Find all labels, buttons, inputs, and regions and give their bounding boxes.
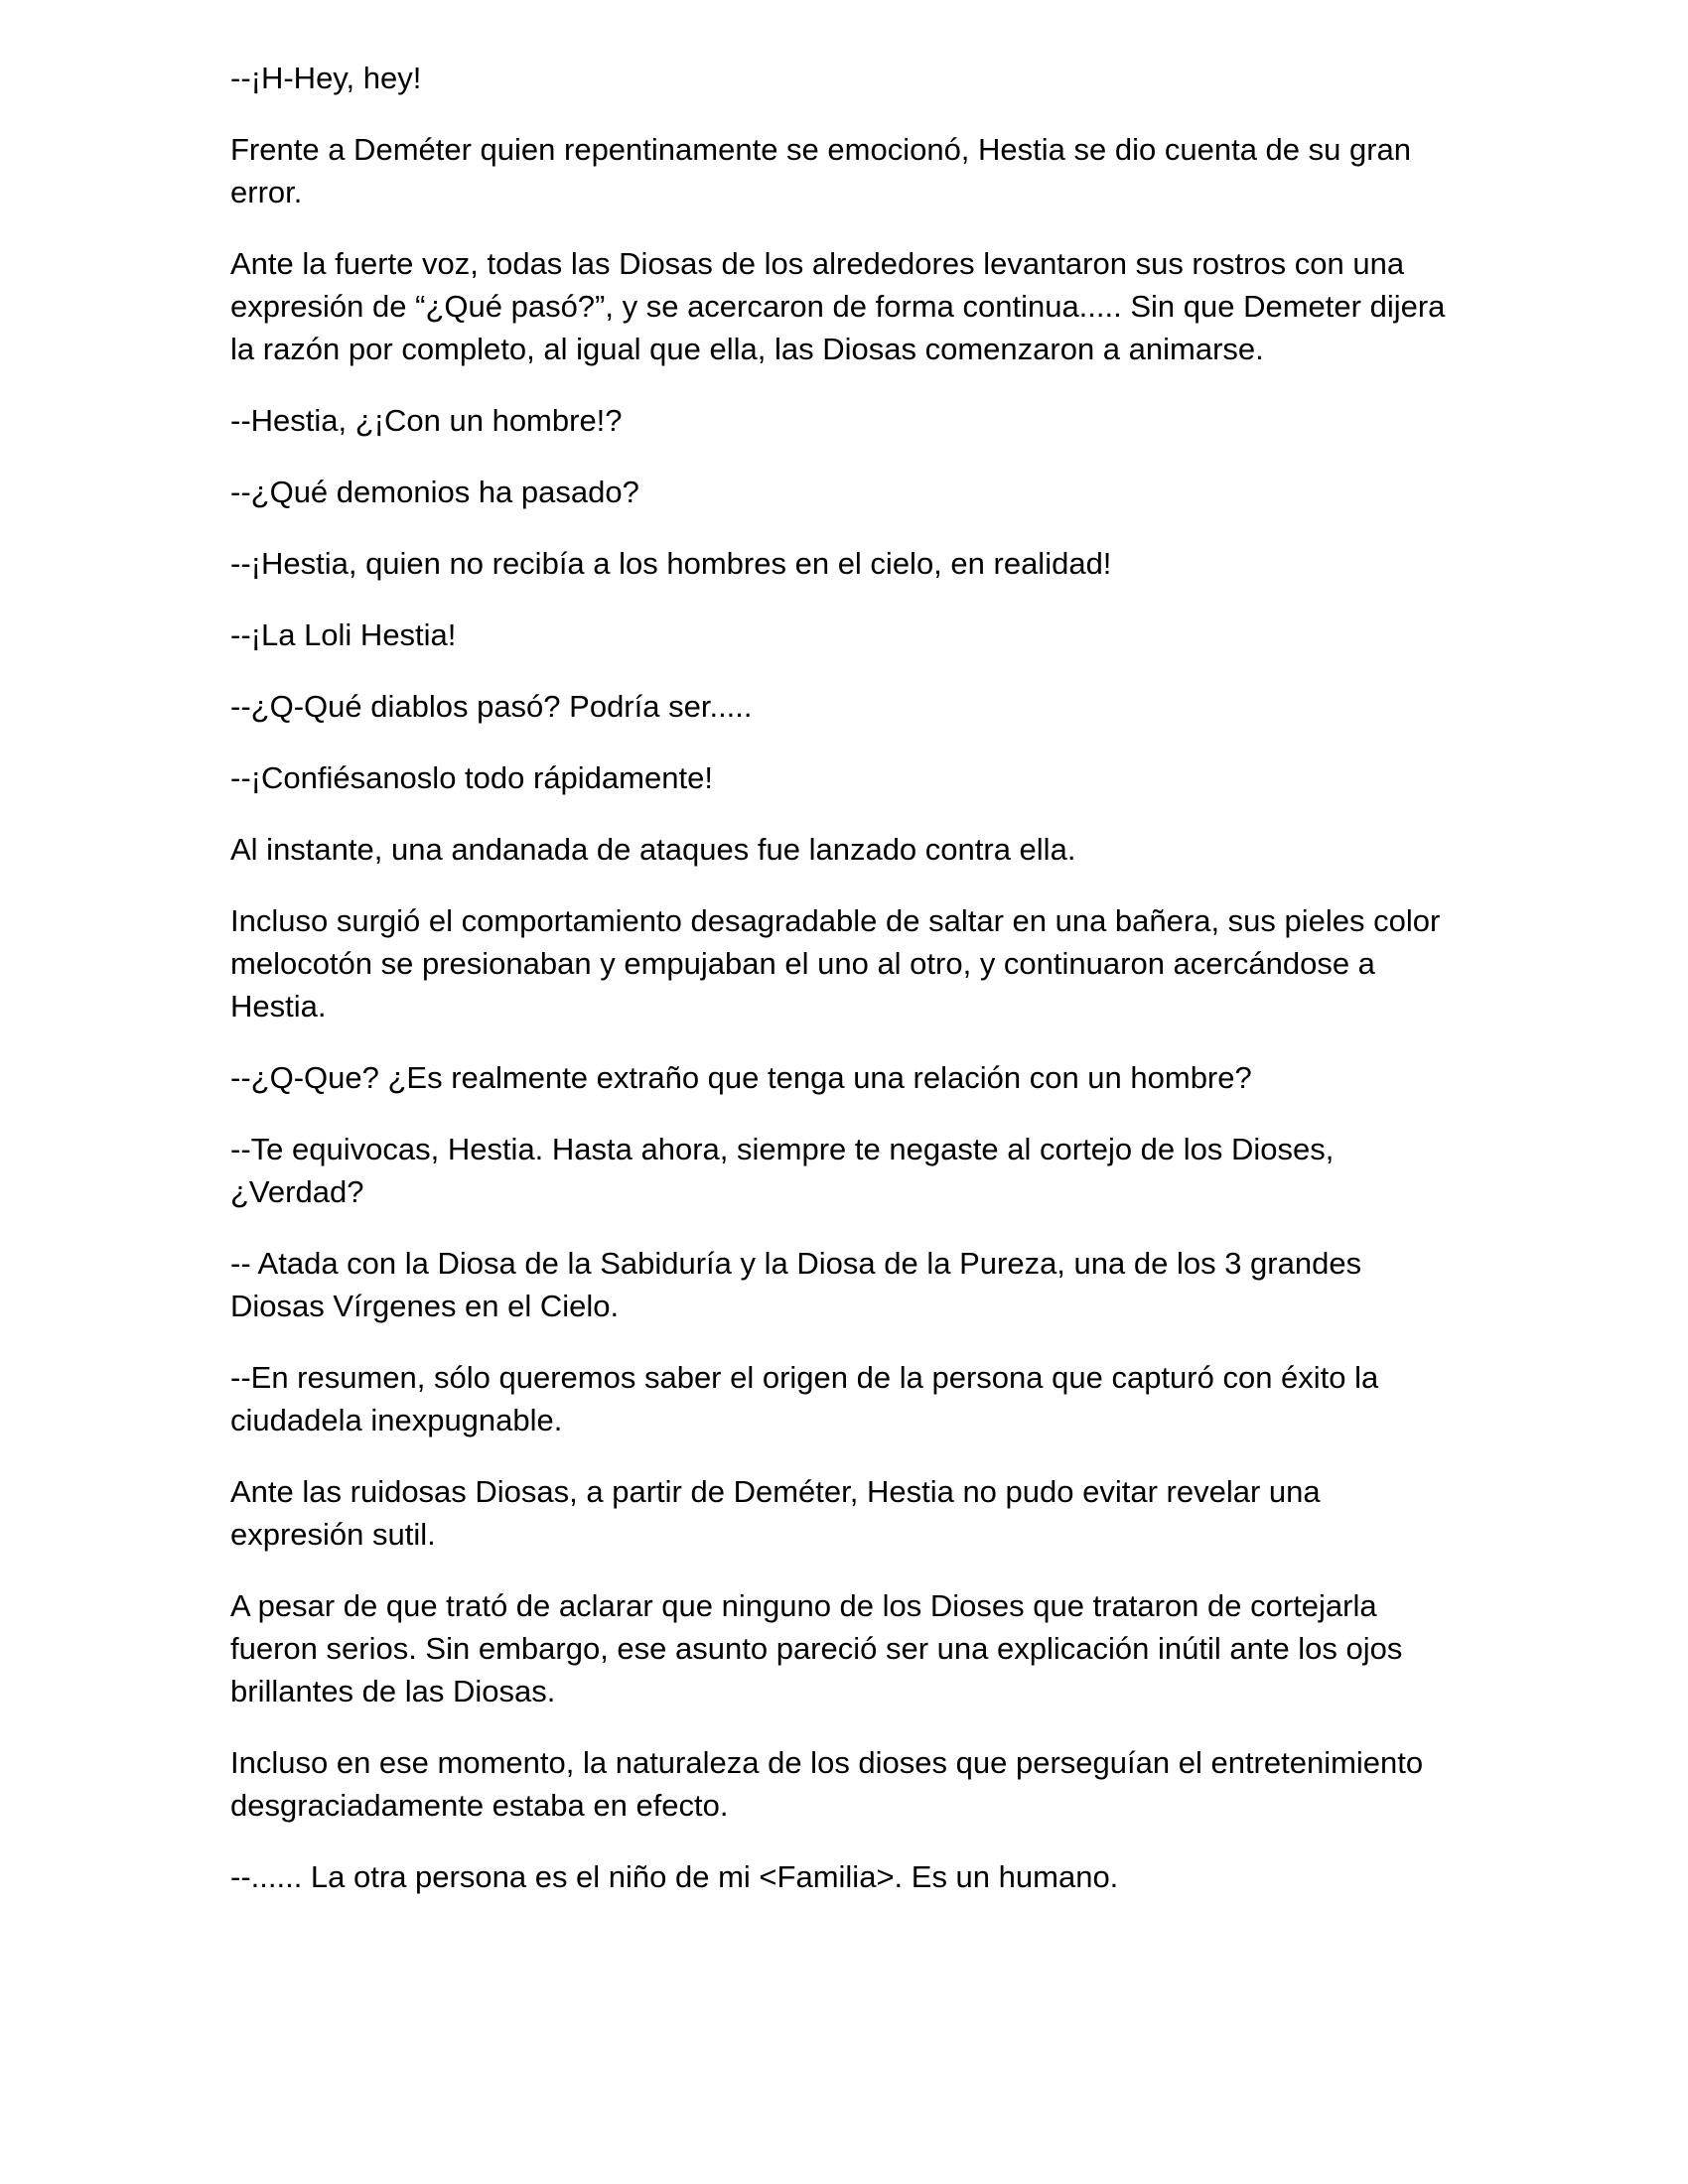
paragraph-18: Incluso en ese momento, la naturaleza de los dioses que perseguían el entretenimiento desgraciadamente estaba en efecto. — [230, 1745, 1424, 1823]
paragraph-5: --¿Qué demonios ha pasado? — [230, 475, 639, 509]
paragraph-14: -- Atada con la Diosa de la Sabiduría y la Diosa de la Pureza, una de los 3 grandes Diosas Vírgenes en el Cielo. — [230, 1246, 1362, 1323]
paragraph-2: Frente a Deméter quien repentinamente se emocionó, Hestia se dio cuenta de su gran error. — [230, 132, 1412, 209]
paragraph-17: A pesar de que trató de aclarar que ninguno de los Dioses que trataron de cortejarla fueron serios. Sin embargo, ese asunto pareció ser una explicación inútil ante los ojos brillantes de las Diosas. — [230, 1588, 1403, 1708]
paragraph-1: --¡H-Hey, hey! — [230, 61, 422, 95]
paragraph-15: --En resumen, sólo queremos saber el origen de la persona que capturó con éxito la ciudadela inexpugnable. — [230, 1360, 1379, 1437]
paragraph-8: --¿Q-Qué diablos pasó? Podría ser..... — [230, 689, 753, 724]
paragraph-7: --¡La Loli Hestia! — [230, 617, 457, 652]
paragraph-6: --¡Hestia, quien no recibía a los hombres en el cielo, en realidad! — [230, 546, 1112, 581]
paragraph-10: Al instante, una andanada de ataques fue lanzado contra ella. — [230, 832, 1076, 867]
paragraph-4: --Hestia, ¿¡Con un hombre!? — [230, 403, 623, 438]
paragraph-19: --...... La otra persona es el niño de mi <Familia>. Es un humano. — [230, 1859, 1119, 1894]
paragraph-13: --Te equivocas, Hestia. Hasta ahora, siempre te negaste al cortejo de los Dioses, ¿Verdad? — [230, 1132, 1335, 1209]
paragraph-11: Incluso surgió el comportamiento desagradable de saltar en una bañera, sus pieles color melocotón se presionaban y empujaban el uno al otro, y continuaron acercándose a Hestia. — [230, 903, 1441, 1024]
document-text-block — [230, 57, 1458, 1898]
paragraph-12: --¿Q-Que? ¿Es realmente extraño que tenga una relación con un hombre? — [230, 1060, 1252, 1095]
paragraph-16: Ante las ruidosas Diosas, a partir de Deméter, Hestia no pudo evitar revelar una expresión sutil. — [230, 1474, 1321, 1552]
paragraph-3: Ante la fuerte voz, todas las Diosas de los alrededores levantaron sus rostros con una expresión de “¿Qué pasó?”, y se acercaron de forma continua..... Sin que Demeter dijera la razón por completo, al igual que ella, las Diosas comenzaron a animarse. — [230, 246, 1446, 366]
paragraph-9: --¡Confiésanoslo todo rápidamente! — [230, 760, 713, 795]
